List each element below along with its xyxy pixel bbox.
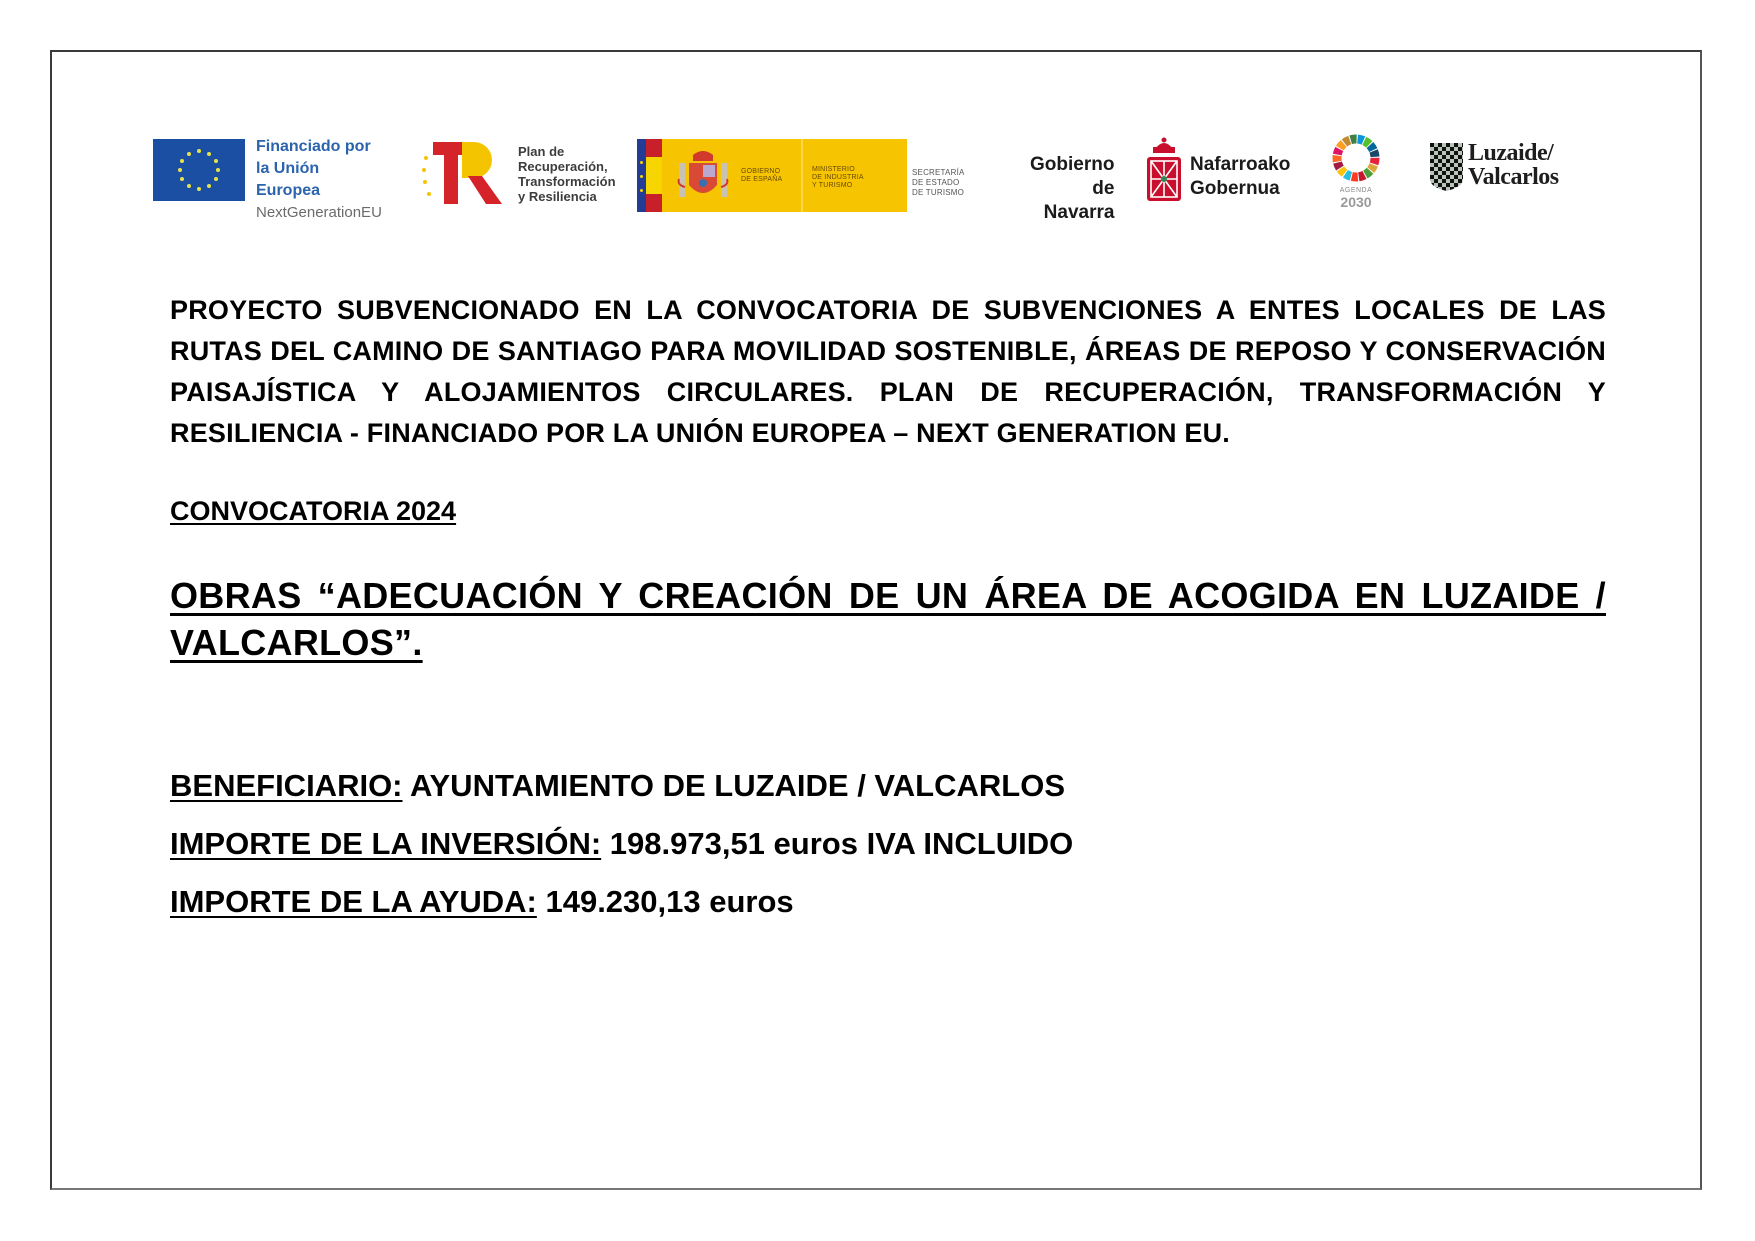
gobierno-navarra-text: Gobierno de Navarra xyxy=(1030,154,1115,223)
nafarroako-gobernua-text: Nafarroako Gobernua xyxy=(1190,154,1291,199)
eu-line-1: Financiado por xyxy=(256,138,371,155)
agenda-year: 2030 xyxy=(1340,194,1372,210)
project-description: PROYECTO SUBVENCIONADO EN LA CONVOCATORIA DE SUBVENCIONES A ENTES LOCALES DE LAS RUTAS DEL CAMINO DE SANTIAGO PARA MOVILIDAD SOSTENIBLE, ÁREAS DE REPOSO Y CONSERVACIÓN PAISAJÍSTICA Y ALOJAMIENTOS CIRCULARES. PLAN DE RECUPERACIÓN, TRANSFORMACIÓN Y RESILIENCIA - FINANCIADO POR LA UNIÓN EUROPEA – NEXT GENERATION EU. xyxy=(170,295,1606,448)
coat-of-arms-icon xyxy=(675,149,731,205)
prtr-text xyxy=(518,144,616,204)
fact-value: AYUNTAMIENTO DE LUZAIDE / VALCARLOS xyxy=(402,768,1066,803)
prtr-line-1: Plan de xyxy=(518,144,565,159)
gobierno-espana-text: GOBIERNO DE ESPAÑA xyxy=(741,168,783,183)
fact-label: IMPORTE DE LA INVERSIÓN: xyxy=(170,826,602,861)
fact-value: 198.973,51 euros IVA INCLUIDO xyxy=(601,826,1074,861)
eu-line-2: la Unión Europea xyxy=(256,160,321,199)
eu-flag-icon xyxy=(153,139,245,201)
prtr-line-2: Recuperación, xyxy=(518,159,608,174)
fact-importe-ayuda xyxy=(170,873,1606,931)
ministerio-text: MINISTERIO DE INDUSTRIA Y TURISMO xyxy=(812,166,864,189)
luzaide-valcarlos-text: Luzaide/ Valcarlos xyxy=(1468,140,1559,190)
eu-line-3: NextGenerationEU xyxy=(256,204,382,221)
agenda-2030-logo xyxy=(1328,132,1384,210)
eu-funding-text xyxy=(256,136,382,224)
fact-label: IMPORTE DE LA AYUDA: xyxy=(170,884,537,919)
spain-eu-flag-icon xyxy=(637,139,662,212)
fact-importe-inversion xyxy=(170,815,1606,873)
prtr-line-3: Transformación xyxy=(518,174,616,189)
sdg-wheel-icon xyxy=(1328,132,1384,186)
convocatoria-heading: CONVOCATORIA 2024 xyxy=(170,496,457,526)
luzaide-checkered-shield-icon xyxy=(1430,143,1463,191)
fact-label: BENEFICIARIO: xyxy=(170,768,403,803)
prtr-logo-icon xyxy=(420,140,505,206)
project-facts xyxy=(170,757,1606,931)
works-title: OBRAS “ADECUACIÓN Y CREACIÓN DE UN ÁREA DE ACOGIDA EN LUZAIDE / VALCARLOS”. xyxy=(170,575,1606,663)
secretaria-turismo-text: SECRETARÍA DE ESTADO DE TURISMO xyxy=(912,168,965,197)
fact-value: 149.230,13 euros xyxy=(536,884,794,919)
gobierno-espana-logo xyxy=(637,139,907,212)
fact-beneficiario xyxy=(170,757,1606,815)
agenda-label: AGENDA xyxy=(1339,187,1373,194)
navarra-shield-icon xyxy=(1145,137,1183,203)
prtr-line-4: y Resiliencia xyxy=(518,189,597,204)
